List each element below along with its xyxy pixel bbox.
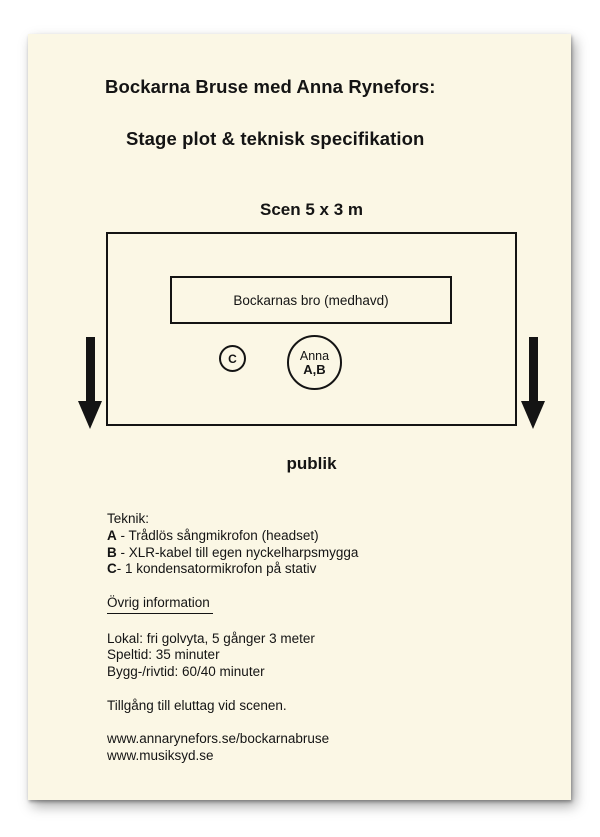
- tech-item-b-sep: -: [116, 544, 129, 560]
- stage-outline: [106, 232, 517, 426]
- arrow-shaft: [86, 337, 95, 401]
- bridge-box: [170, 276, 452, 324]
- info-line-speltid: Speltid: 35 minuter: [107, 647, 220, 663]
- tech-item-a: [107, 528, 358, 545]
- tech-item-c-text: 1 kondensatormikrofon på stativ: [125, 561, 317, 577]
- condenser-mic-label: C: [228, 351, 237, 366]
- paper-sheet: [28, 34, 571, 800]
- tech-heading: Teknik:: [107, 511, 150, 526]
- document-title-line1: Bockarna Bruse med Anna Rynefors:: [105, 76, 436, 97]
- tech-item-c-sep: -: [116, 561, 125, 577]
- link-musiksyd: www.musiksyd.se: [107, 748, 214, 764]
- performer-channels: A,B: [303, 361, 326, 377]
- tech-item-b-key: B: [107, 544, 117, 560]
- other-info-heading: Övrig information: [107, 595, 213, 614]
- down-arrow-left-icon: [78, 337, 102, 429]
- tech-item-a-sep: -: [116, 527, 129, 543]
- arrow-head: [521, 401, 545, 429]
- audience-label: publik: [286, 454, 337, 473]
- info-line-byggrivtid: Bygg-/rivtid: 60/40 minuter: [107, 664, 265, 680]
- down-arrow-right-icon: [521, 337, 545, 429]
- power-note: Tillgång till eluttag vid scenen.: [107, 697, 287, 713]
- stage-size-label: Scen 5 x 3 m: [259, 200, 363, 219]
- condenser-mic-marker: [219, 345, 246, 372]
- arrow-shaft: [529, 337, 538, 401]
- document-title-line2: Stage plot & teknisk specifikation: [125, 128, 425, 149]
- tech-item-b: [107, 545, 358, 562]
- performer-name: Anna: [299, 348, 330, 363]
- link-annarynefors: www.annarynefors.se/bockarnabruse: [107, 731, 330, 747]
- tech-item-a-text: Trådlös sångmikrofon (headset): [128, 527, 319, 543]
- performer-marker: [287, 335, 342, 390]
- info-line-lokal: Lokal: fri golvyta, 5 gånger 3 meter: [107, 630, 315, 646]
- arrow-head: [78, 401, 102, 429]
- tech-item-c-key: C: [107, 561, 117, 577]
- tech-item-a-key: A: [107, 527, 117, 543]
- bridge-label: Bockarnas bro (medhavd): [233, 292, 389, 308]
- tech-item-c: [107, 561, 358, 578]
- document-title: [105, 74, 436, 178]
- tech-item-b-text: XLR-kabel till egen nyckelharpsmygga: [128, 544, 359, 560]
- info-block: [107, 511, 358, 765]
- other-info-heading-row: [107, 595, 358, 614]
